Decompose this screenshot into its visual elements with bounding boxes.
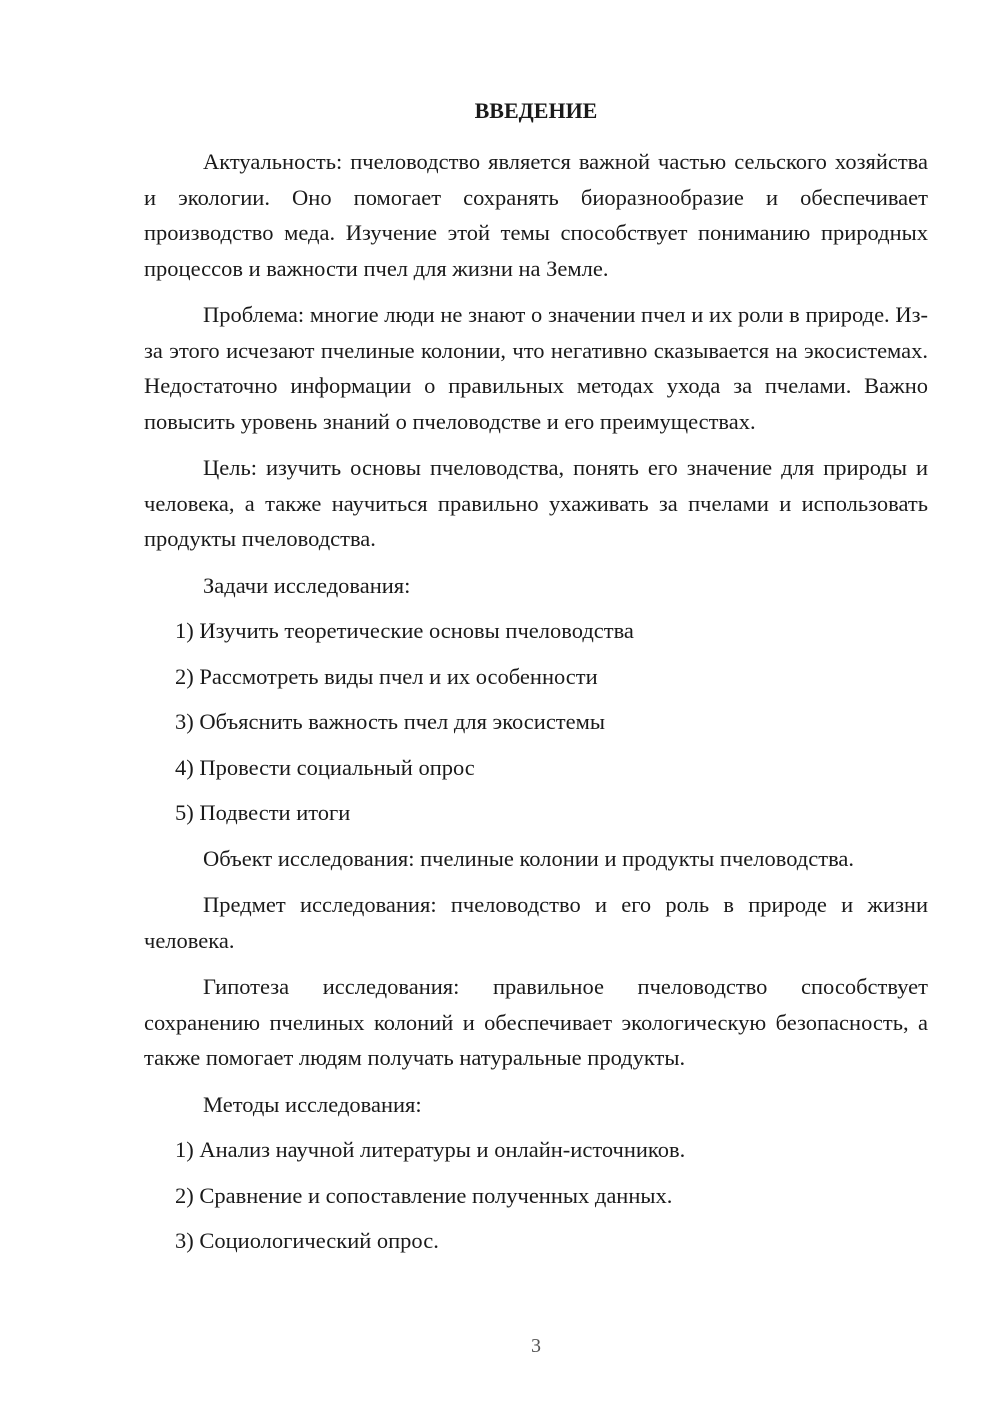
object-paragraph: Объект исследования: пчелиные колонии и продукты пчеловодства. [203, 845, 855, 871]
page-number: 3 [531, 1335, 541, 1357]
methods-list [144, 1132, 928, 1259]
tasks-heading: Задачи исследования: [203, 572, 411, 598]
hypothesis-paragraph: Гипотеза исследования: правильное пчеловодство способствует сохранению пчелиных колоний и обеспечивает экологическую безопасность, а также помогает людям получать натуральные продукты. [144, 974, 928, 1070]
list-item: 2) Рассмотреть виды пчел и их особенности [175, 663, 598, 689]
problem-paragraph: Проблема: многие люди не знают о значении пчел и их роли в природе. Из-за этого исчезают пчелиные колонии, что негативно сказывается на экосистемах. Недостаточно информации о правильных методах ухода за пчелами. Важно повысить уровень знаний о пчеловодстве и его преимуществах. [144, 302, 928, 434]
list-item: 3) Социологический опрос. [175, 1228, 439, 1253]
page-title: ВВЕДЕНИЕ [474, 98, 598, 123]
goal-paragraph: Цель: изучить основы пчеловодства, понять его значение для природы и человека, а также научиться правильно ухаживать за пчелами и использовать продукты пчеловодства. [144, 455, 928, 551]
list-item: 5) Подвести итоги [175, 800, 351, 825]
document-body [144, 144, 928, 1269]
relevance-paragraph: Актуальность: пчеловодство является важной частью сельского хозяйства и экологии. Оно помогает сохранять биоразнообразие и обеспечивает производство меда. Изучение этой темы способствует пониманию природных процессов и важности пчел для жизни на Земле. [144, 149, 928, 281]
list-item: 4) Провести социальный опрос [175, 754, 475, 780]
list-item: 2) Сравнение и сопоставление полученных данных. [175, 1182, 673, 1208]
list-item: 3) Объяснить важность пчел для экосистемы [175, 709, 605, 734]
methods-heading: Методы исследования: [203, 1091, 422, 1117]
subject-paragraph: Предмет исследования: пчеловодство и его роль в природе и жизни человека. [144, 892, 928, 953]
list-item: 1) Анализ научной литературы и онлайн-источников. [175, 1137, 686, 1162]
tasks-list [144, 613, 928, 831]
list-item: 1) Изучить теоретические основы пчеловодства [175, 618, 634, 643]
